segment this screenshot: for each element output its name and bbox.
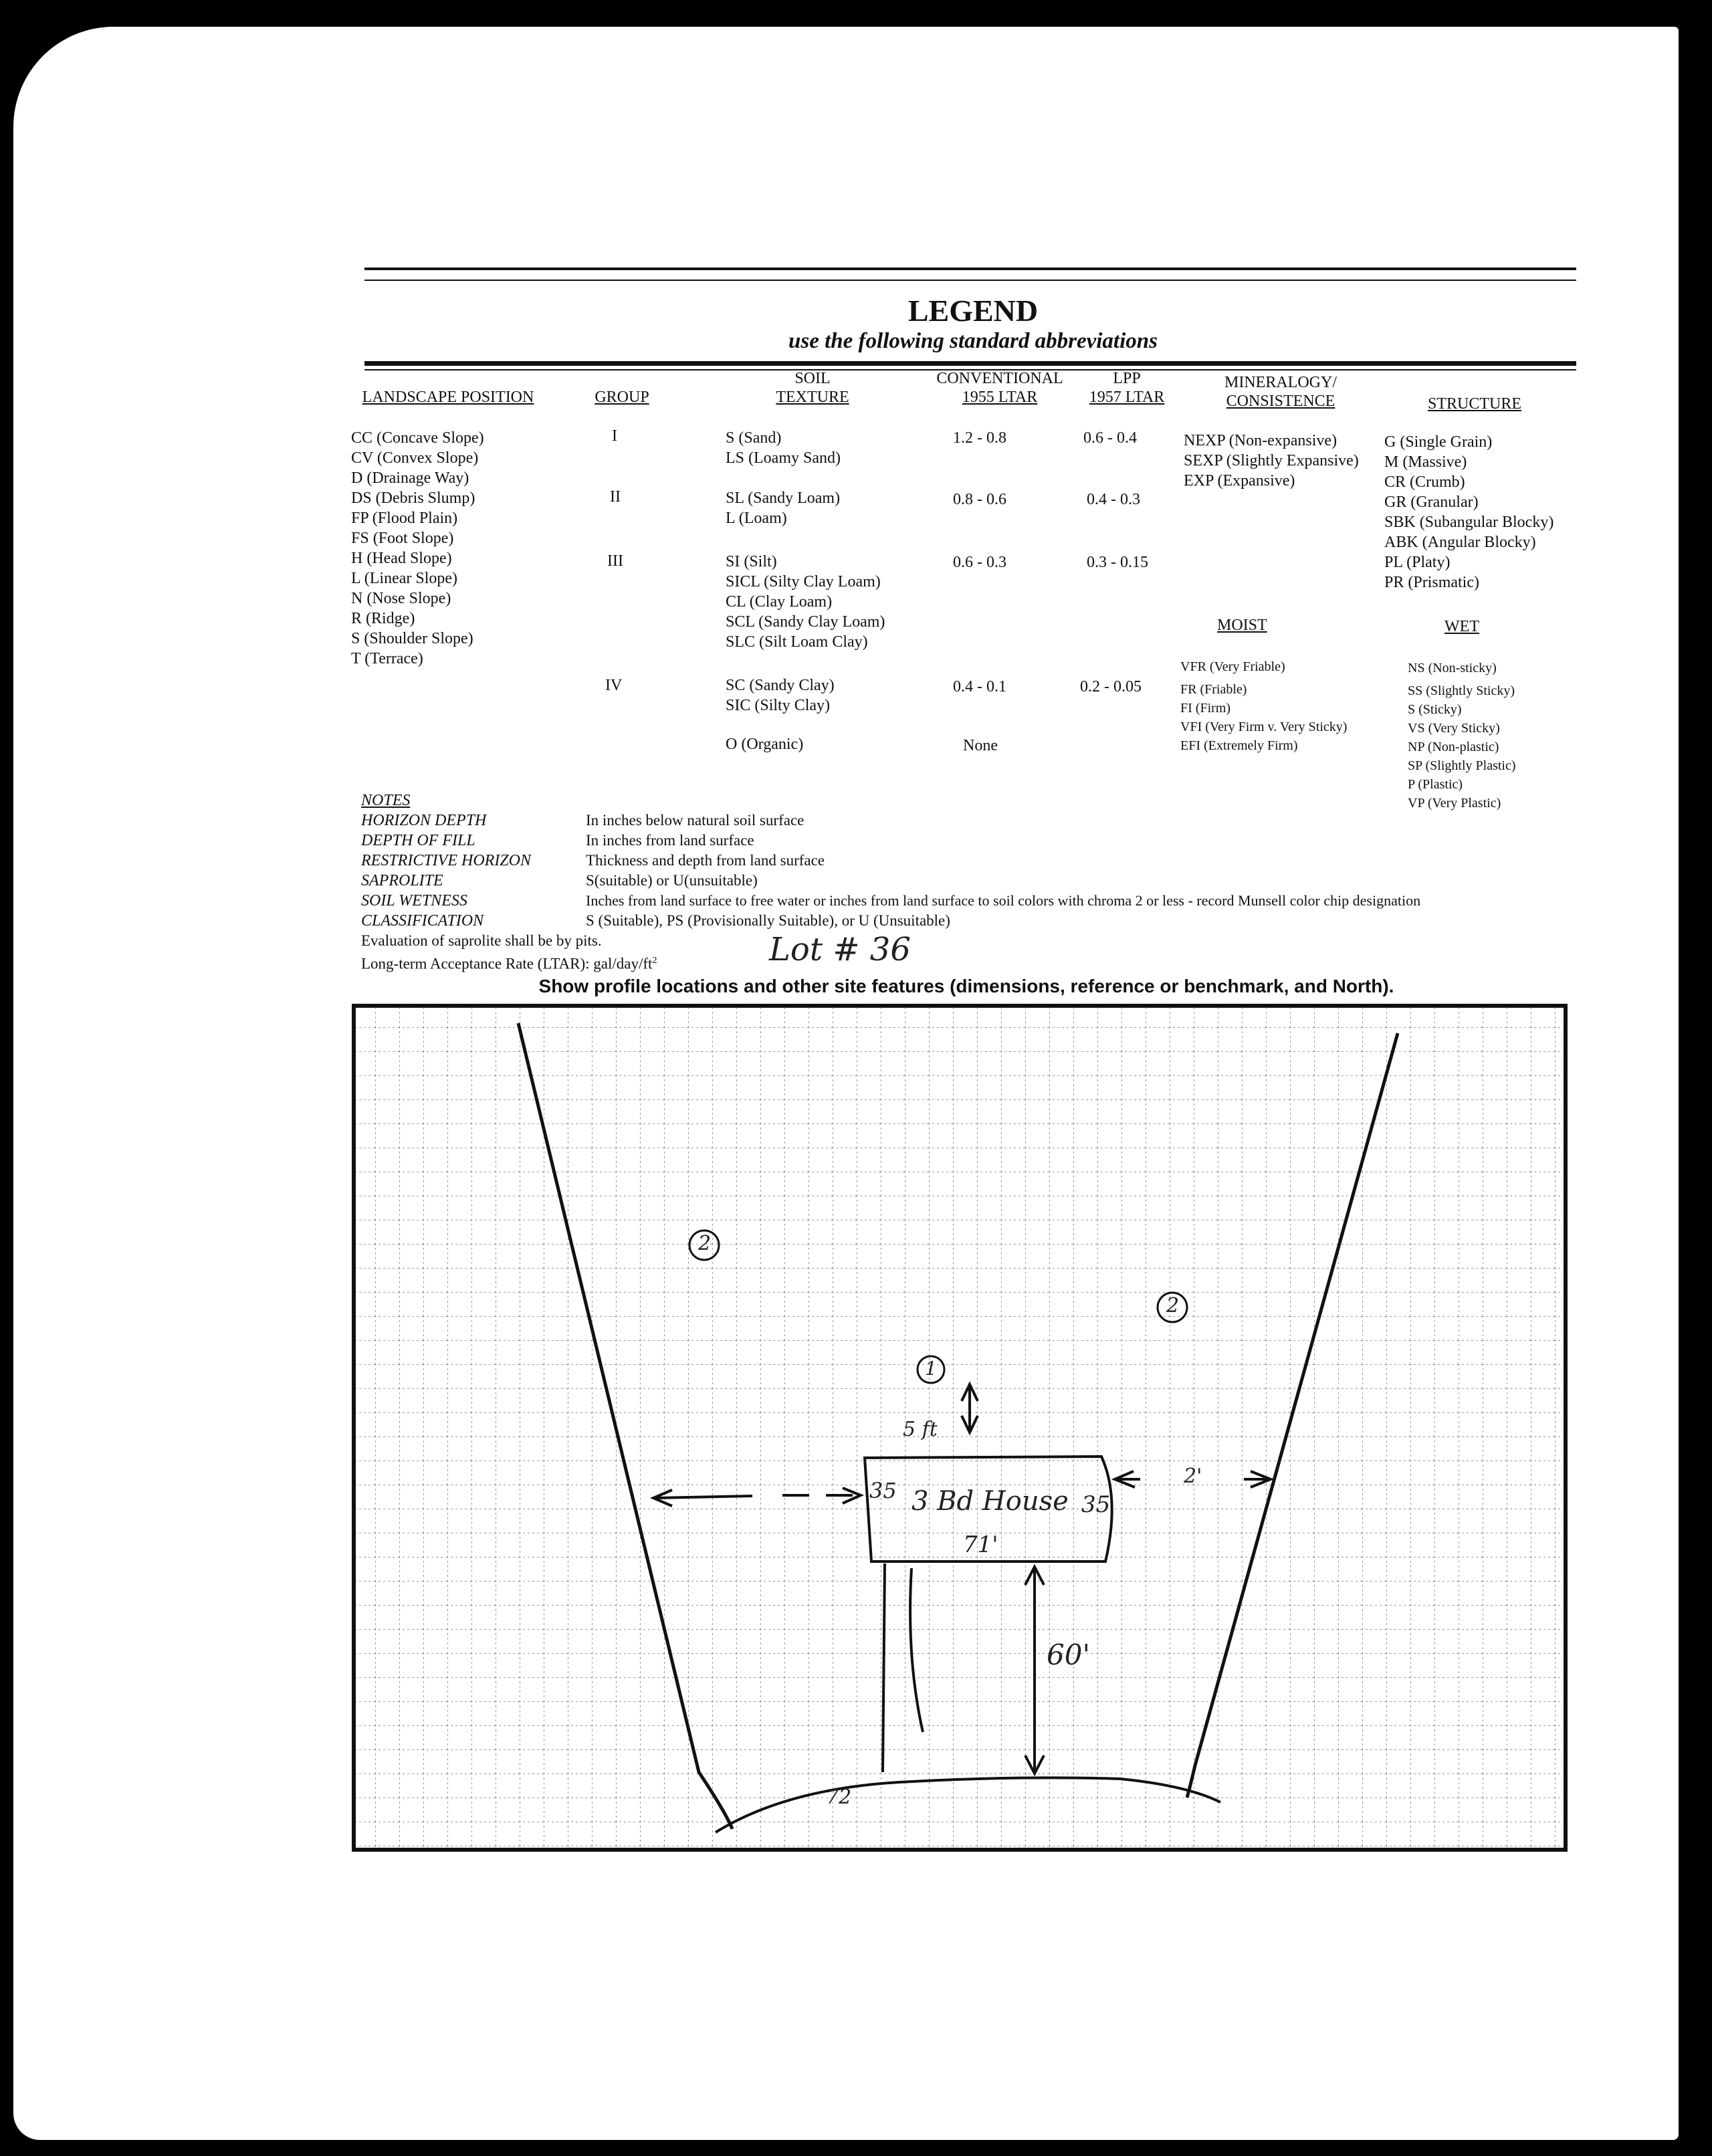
- site-sketch: [351, 1003, 1568, 1852]
- lpp-rate: 0.3 - 0.15: [1087, 554, 1148, 571]
- texture-item: S (Sand): [726, 429, 782, 447]
- landscape-item: R (Ridge): [351, 610, 415, 627]
- moist-item: VFR (Very Friable): [1180, 659, 1285, 674]
- structure-item: CR (Crumb): [1384, 473, 1465, 491]
- landscape-item: H (Head Slope): [351, 550, 452, 567]
- legend-title: LEGEND: [907, 294, 1039, 328]
- conventional-rate: 1.2 - 0.8: [953, 429, 1006, 447]
- texture-item: SIC (Silty Clay): [726, 697, 831, 714]
- wet-item: S (Sticky): [1408, 702, 1462, 717]
- moist-item: FI (Firm): [1180, 701, 1230, 716]
- group-label: II: [610, 488, 621, 506]
- mineralogy-item: SEXP (Slightly Expansive): [1184, 452, 1359, 469]
- profile-label-left: 2: [698, 1232, 712, 1255]
- moist-item: EFI (Extremely Firm): [1180, 738, 1298, 753]
- note-value: Thickness and depth from land surface: [586, 852, 825, 869]
- site-sketch-svg: [351, 1003, 1568, 1852]
- texture-item: SC (Sandy Clay): [726, 677, 835, 694]
- texture-item: CL (Clay Loam): [726, 593, 833, 611]
- road-label: 72: [826, 1786, 852, 1809]
- landscape-item: FP (Flood Plain): [351, 510, 458, 527]
- note-label: SOIL WETNESS: [361, 892, 467, 909]
- wet-item: VP (Very Plastic): [1408, 796, 1501, 811]
- house-label: 3 Bd House: [912, 1486, 1069, 1517]
- wet-item: NP (Non-plastic): [1408, 740, 1499, 754]
- texture-item: SCL (Sandy Clay Loam): [726, 613, 885, 631]
- header-conventional: CONVENTIONAL 1955 LTAR: [936, 370, 1063, 406]
- lpp-rate: 0.4 - 0.3: [1087, 491, 1140, 508]
- texture-organic: O (Organic): [726, 736, 804, 753]
- texture-group-2: [726, 488, 840, 528]
- group-label: IV: [605, 677, 623, 694]
- note-value: Inches from land surface to free water or inches from land surface to soil colors with chroma 2 or less - record Munsell color chip designation: [586, 892, 1421, 909]
- structure-item: M (Massive): [1384, 453, 1467, 471]
- saprolite-note: Evaluation of saprolite shall be by pits.: [361, 932, 602, 949]
- texture-item: SICL (Silty Clay Loam): [726, 573, 881, 590]
- header-soil-texture: SOIL TEXTURE: [776, 370, 849, 406]
- note-label: HORIZON DEPTH: [361, 812, 487, 829]
- wet-item: VS (Very Sticky): [1408, 721, 1500, 736]
- grid-frame: [354, 1006, 1566, 1850]
- conventional-rate: 0.6 - 0.3: [953, 554, 1006, 571]
- texture-group-4: [726, 675, 835, 716]
- note-value: In inches below natural soil surface: [586, 812, 805, 829]
- sketch-instruction: Show profile locations and other site features (dimensions, reference or benchmark, and North).: [538, 976, 1394, 996]
- mineralogy-item: EXP (Expansive): [1184, 472, 1295, 490]
- top-rule-thin: [364, 280, 1576, 281]
- texture-item: SLC (Silt Loam Clay): [726, 633, 868, 651]
- header-mineralogy: MINERALOGY/ CONSISTENCE: [1224, 374, 1337, 410]
- house-width-label: 71': [963, 1531, 998, 1558]
- texture-item: SL (Sandy Loam): [726, 490, 841, 507]
- landscape-item: FS (Foot Slope): [351, 530, 454, 547]
- header-moist: MOIST: [1217, 617, 1267, 634]
- header-group: GROUP: [595, 389, 649, 406]
- note-label: DEPTH OF FILL: [361, 832, 475, 849]
- structure-item: PR (Prismatic): [1384, 574, 1479, 591]
- landscape-list: [351, 428, 484, 669]
- note-label: CLASSIFICATION: [361, 912, 484, 930]
- note-value: In inches from land surface: [586, 832, 754, 849]
- structure-item: SBK (Subangular Blocky): [1384, 514, 1554, 531]
- landscape-item: DS (Debris Slump): [351, 490, 475, 507]
- setback-top-label: 5 ft: [903, 1418, 938, 1441]
- legend-rule-thick: [364, 361, 1576, 366]
- texture-item: SI (Silt): [726, 553, 777, 570]
- top-rule: [364, 267, 1576, 270]
- house-left-dim: 35: [869, 1478, 897, 1503]
- structure-item: ABK (Angular Blocky): [1384, 534, 1536, 551]
- landscape-item: L (Linear Slope): [351, 570, 458, 587]
- structure-item: G (Single Grain): [1384, 433, 1493, 451]
- texture-group-3: [726, 552, 885, 652]
- legend-subtitle: use the following standard abbreviations: [788, 329, 1158, 353]
- header-structure: STRUCTURE: [1427, 395, 1521, 413]
- header-wet: WET: [1444, 618, 1479, 635]
- landscape-item: T (Terrace): [351, 650, 423, 667]
- lpp-rate: 0.6 - 0.4: [1083, 429, 1137, 447]
- moist-list: [1180, 657, 1347, 754]
- lpp-rate: 0.2 - 0.05: [1080, 678, 1142, 695]
- texture-item: L (Loam): [726, 510, 787, 527]
- front-distance-label: 60': [1047, 1638, 1090, 1671]
- house-right-dim: 35: [1081, 1491, 1111, 1518]
- structure-list: [1384, 432, 1554, 592]
- conventional-rate: 0.4 - 0.1: [953, 678, 1006, 695]
- landscape-item: CV (Convex Slope): [351, 449, 479, 467]
- landscape-item: N (Nose Slope): [351, 590, 451, 607]
- conventional-organic: None: [963, 737, 998, 754]
- wet-item: NS (Non-sticky): [1408, 661, 1497, 675]
- moist-item: VFI (Very Firm v. Very Sticky): [1180, 720, 1348, 734]
- structure-item: PL (Platy): [1384, 554, 1451, 571]
- structure-item: GR (Granular): [1384, 494, 1479, 511]
- landscape-item: D (Drainage Way): [351, 469, 469, 487]
- note-label: RESTRICTIVE HORIZON: [361, 852, 531, 869]
- moist-item: FR (Friable): [1180, 682, 1247, 697]
- note-value: S(suitable) or U(unsuitable): [586, 872, 758, 889]
- setback-right-label: 2': [1184, 1465, 1202, 1488]
- header-landscape: LANDSCAPE POSITION: [362, 389, 534, 406]
- ltar-note: Long-term Acceptance Rate (LTAR): gal/$day/ft^2$: [361, 955, 657, 972]
- mineralogy-list: [1184, 431, 1359, 491]
- notes-heading: NOTES: [361, 792, 411, 809]
- wet-item: SS (Slightly Sticky): [1408, 683, 1515, 698]
- note-label: SAPROLITE: [361, 872, 443, 889]
- conventional-rate: 0.8 - 0.6: [953, 491, 1006, 508]
- wet-item: P (Plastic): [1408, 777, 1463, 792]
- group-label: I: [612, 427, 617, 445]
- header-lpp: LPP 1957 LTAR: [1089, 370, 1165, 406]
- texture-item: LS (Loamy Sand): [726, 449, 841, 467]
- wet-list: [1408, 658, 1516, 812]
- profile-label-top: 1: [925, 1358, 937, 1380]
- group-label: III: [607, 552, 623, 570]
- lot-number: Lot # 36: [769, 931, 911, 968]
- texture-group-1: [726, 428, 841, 468]
- profile-label-right: 2: [1166, 1294, 1180, 1317]
- landscape-item: CC (Concave Slope): [351, 429, 484, 447]
- landscape-item: S (Shoulder Slope): [351, 630, 473, 647]
- wet-item: SP (Slightly Plastic): [1408, 758, 1516, 773]
- document-page: [13, 27, 1679, 2140]
- mineralogy-item: NEXP (Non-expansive): [1184, 432, 1338, 449]
- note-value: S (Suitable), PS (Provisionally Suitable), or U (Unsuitable): [586, 912, 950, 929]
